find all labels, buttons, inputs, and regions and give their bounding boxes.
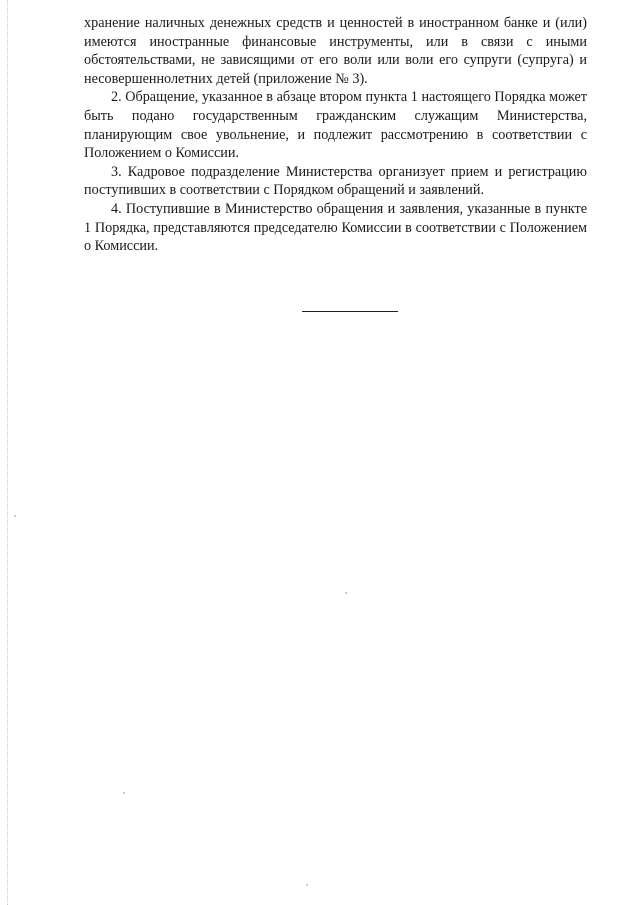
scan-speck	[123, 792, 125, 794]
paragraph-continuation: хранение наличных денежных средств и ценностей в иностранном банке и (или) имеются иностранные финансовые инструменты, или в связи с иными обстоятельствами, не зависящими от его воли или воли его супруги (супруга) и несовершеннолетних детей (приложение № 3).	[84, 15, 587, 87]
scan-speck	[345, 592, 347, 594]
scan-edge-artifact	[7, 0, 8, 905]
scan-speck	[14, 515, 16, 517]
document-body	[84, 14, 587, 256]
paragraph-item-4: 4. Поступившие в Министерство обращения и заявления, указанные в пункте 1 Порядка, представляются председателю Комиссии в соответствии с Положением о Комиссии.	[84, 200, 587, 255]
paragraph-item-3: 3. Кадровое подразделение Министерства организует прием и регистрацию поступивших в соответствии с Порядком обращений и заявлений.	[84, 163, 587, 199]
end-of-document-rule	[302, 311, 398, 312]
scan-speck	[306, 884, 308, 886]
paragraph-item-2: 2. Обращение, указанное в абзаце втором пункта 1 настоящего Порядка может быть подано государственным гражданским служащим Министерства, планирующим свое увольнение, и подлежит рассмотрению в соответствии с Положением о Комиссии.	[84, 89, 587, 162]
